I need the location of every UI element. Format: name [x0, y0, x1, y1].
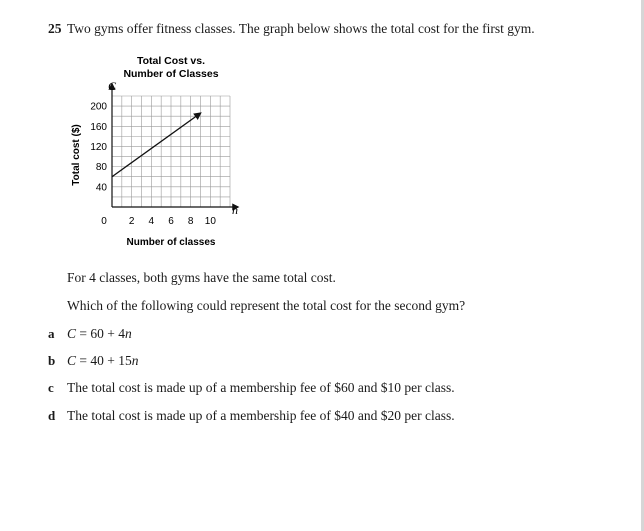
question-prompt: Two gyms offer fitness classes. The graph below shows the total cost for the first gym. [67, 21, 535, 36]
x-tick-label: 8 [187, 216, 194, 227]
question-text: Which of the following could represent the total cost for the second gym? [67, 298, 466, 313]
statement-text: For 4 classes, both gyms have the same total cost. [67, 270, 336, 285]
option-d-letter: d [48, 408, 56, 423]
option-c-text: The total cost is made up of a membership fee of $60 and $10 per class. [67, 380, 455, 395]
y-tick-label: 40 [95, 182, 107, 194]
chart-title-line2: Number of Classes [123, 68, 219, 80]
option-c-letter: c [48, 380, 54, 395]
y-tick-label: 160 [90, 121, 107, 133]
option-b-letter: b [48, 353, 56, 368]
chart-title-line1: Total Cost vs. [136, 55, 206, 67]
question-number: 25 [48, 21, 62, 36]
cost-chart [60, 48, 260, 248]
y-axis-variable: C [107, 79, 117, 93]
cost-graph [60, 48, 260, 253]
y-tick-label: 80 [95, 162, 107, 174]
option-a-text: C = 60 + 4n [67, 326, 132, 341]
x-axis-label: Number of classes [126, 237, 216, 248]
option-d-text: The total cost is made up of a membership fee of $40 and $20 per class. [67, 408, 455, 423]
y-tick-label: 120 [90, 141, 107, 153]
x-tick-label: 2 [128, 216, 135, 227]
series-line-first-gym [112, 113, 201, 177]
option-b-text: C = 40 + 15n [67, 353, 139, 368]
x-axis-variable: n [232, 203, 238, 217]
x-tick-label: 4 [148, 216, 155, 227]
x-tick-label: 6 [168, 216, 174, 227]
y-axis-label: Total cost ($) [71, 124, 82, 186]
x-tick-label: 10 [204, 216, 216, 227]
y-tick-label: 200 [90, 101, 107, 113]
origin-label: 0 [101, 216, 107, 227]
option-a-letter: a [48, 326, 55, 341]
